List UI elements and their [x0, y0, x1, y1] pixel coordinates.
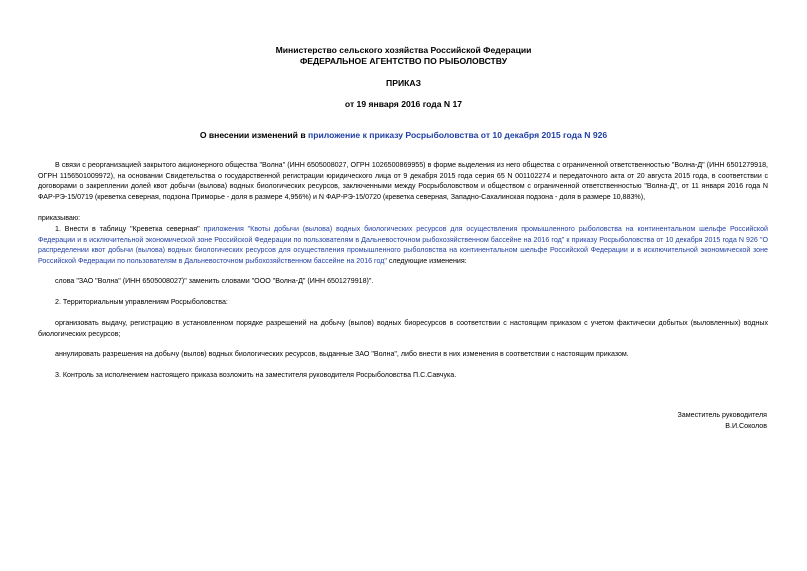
title-link[interactable]: приложение к приказу Росрыболовства от 10 декабря 2015 года N 926: [308, 130, 608, 140]
agency-name: ФЕДЕРАЛЬНОЕ АГЕНТСТВО ПО РЫБОЛОВСТВУ: [299, 56, 508, 66]
document-date: от 19 января 2016 года N 17: [344, 99, 463, 109]
preamble-paragraph: В связи с реорганизацией закрытого акционерного общества "Волна" (ИНН 6505008027, ОГРН 1026500869955) в форме выделения из него общества с ограниченной ответственностью "Волна-Д" (ИНН 6501279918, ОГРН 1156501009972), на основании Свидетельства о государственной регистрации юридического лица от 9 декабря 2015 года серия 65 N 001102274 и передаточного акта от 20 августа 2015 года, в соответствии с договорами о закреплении долей квот добычи (вылова) водных биологических ресурсов, заключенными между Росрыболовством и обществом с ограниченной ответственностью "Волна-Д", от 11 января 2016 года N ФАР-РЭ-15/0719 (креветка северная, подзона Приморье - доля в размере 4,956%) и N ФАР-РЭ-15/0720 (креветка северная, Западно-Сахалинская подзона - доля в размере 10,883%),: [38, 161, 768, 201]
order-word: приказываю:: [38, 214, 81, 222]
document-type: ПРИКАЗ: [386, 78, 421, 88]
item-3-paragraph: 3. Контроль за исполнением настоящего приказа возложить на заместителя руководителя Росрыболовства П.С.Савчука.: [55, 371, 457, 379]
title-prefix: О внесении изменений в: [199, 130, 308, 140]
item-2-paragraph: 2. Территориальным управлениям Росрыболовства:: [55, 298, 228, 306]
item-1-text-b: следующие изменения:: [386, 256, 467, 265]
document-title: [0, 130, 807, 141]
appendix-link[interactable]: приложения "Квоты добычи (вылова) водных биологических ресурсов для осуществления промышленного рыболовства на континентальном шельфе Российской Федерации и в исключительной экономической зоне Российской Федерации по пользователям в Дальневосточном рыбохозяйственном бассейне на 2016 год" к приказу Росрыболовства от 10 декабря 2015 года N 926 "О распределении квот добычи (вылова) водных биологических ресурсов для осуществления промышленного рыболовства на континентальном шельфе Российской Федерации и в исключительной экономической зоне Российской Федерации по пользователям в Дальневосточном рыбохозяйственном бассейне на 2016 год": [38, 225, 769, 265]
ministry-name: Министерство сельского хозяйства Российской Федерации: [275, 45, 532, 55]
item-2-b-paragraph: аннулировать разрешения на добычу (вылов) водных биологических ресурсов, выданные ЗАО "Волна", либо внести в них изменения в соответствии с настоящим приказом.: [55, 350, 629, 358]
signature-position: Заместитель руководителя: [677, 411, 767, 419]
item-1-paragraph: [38, 224, 768, 266]
item-2-a-paragraph: организовать выдачу, регистрацию в установленном порядке разрешений на добычу (вылов) водных биоресурсов в соответствии с настоящим приказом с учетом фактически добытых (выловленных) водных биологических ресурсов;: [38, 319, 768, 338]
replacement-words: слова "ЗАО "Волна" (ИНН 6505008027)" заменить словами "ООО "Волна-Д" (ИНН 6501279918)".: [55, 277, 374, 285]
item-1-text-a: 1. Внести в таблицу "Креветка северная": [55, 225, 204, 233]
signature-name: В.И.Соколов: [725, 422, 767, 430]
